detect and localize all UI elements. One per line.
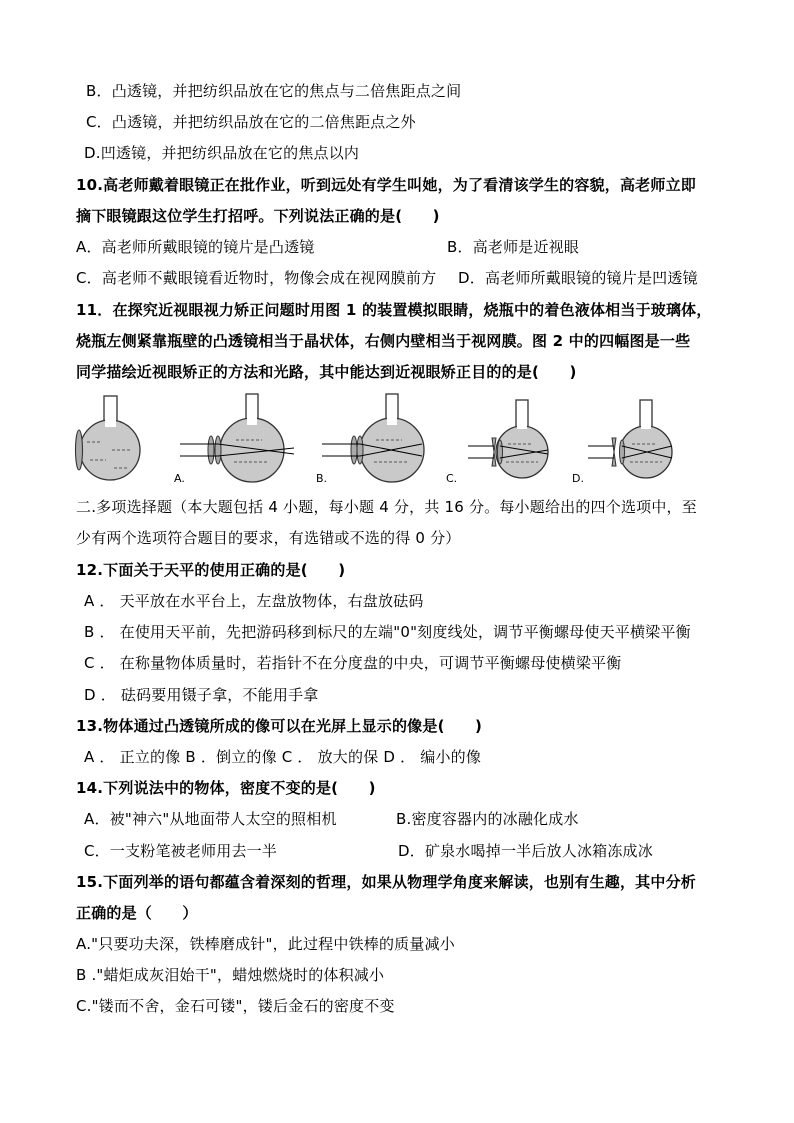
- question-11-figures: [72, 392, 732, 488]
- option-a-q12: A ． 天平放在水平台上，左盘放物体，右盘放砝码: [84, 592, 424, 610]
- figure-a: [176, 392, 306, 488]
- figure-c: [460, 392, 570, 488]
- question-13-text: 13.物体通过凸透镜所成的像可以在光屏上显示的像是( ): [76, 717, 483, 735]
- question-14-text: 14.下列说法中的物体，密度不变的是( ): [76, 779, 376, 797]
- figure-d-label: D.: [572, 472, 584, 485]
- flask-model-figure: [72, 392, 142, 488]
- figure-b-label: B.: [316, 472, 328, 485]
- option-b-q9: B．凸透镜，并把纺织品放在它的焦点与二倍焦距点之间: [86, 82, 462, 100]
- question-10-text-2: 摘下眼镜跟这位学生打招呼。下列说法正确的是( ): [76, 207, 440, 225]
- options-q13: A ． 正立的像 B ．倒立的像 C ． 放大的保 D ． 编小的像: [84, 748, 482, 766]
- question-12-text: 12.下面关于天平的使用正确的是( ): [76, 561, 346, 579]
- question-11-text: 11．在探究近视眼视力矫正问题时用图 1 的装置模拟眼睛，烧瓶中的着色液体相当于玻璃体，: [76, 301, 712, 319]
- section-2-heading: 二.多项选择题（本大题包括 4 小题，每小题 4 分，共 16 分。每小题给出的四个选项中，至: [76, 498, 697, 516]
- figure-a-label: A.: [174, 472, 185, 485]
- option-b-q14: B.密度容器内的冰融化成水: [396, 810, 579, 828]
- option-c-q9: C．凸透镜，并把纺织品放在它的二倍焦距点之外: [86, 113, 416, 131]
- option-b-q15: B ."蜡炬成灰泪始干"，蜡烛燃烧时的体积减小: [76, 966, 385, 984]
- option-d-q10: D．高老师所戴眼镜的镜片是凹透镜: [458, 269, 698, 287]
- option-d-q9: D.凹透镜，并把纺织品放在它的焦点以内: [84, 144, 360, 162]
- option-a-q15: A."只要功夫深，铁棒磨成针"，此过程中铁棒的质量减小: [76, 935, 455, 953]
- option-a-q10: A．高老师所戴眼镜的镜片是凸透镜: [76, 238, 315, 256]
- figure-c-label: C.: [446, 472, 458, 485]
- section-2-heading-2: 少有两个选项符合题目的要求，有选错或不选的得 0 分）: [76, 529, 461, 547]
- question-15-text: 15.下面列举的语句都蕴含着深刻的哲理，如果从物理学角度来解读，也别有生趣，其中分析: [76, 873, 696, 891]
- figure-b: [318, 392, 448, 488]
- option-a-q14: A．被"神六"从地面带人太空的照相机: [84, 810, 337, 828]
- option-c-q14: C．一支粉笔被老师用去一半: [84, 842, 278, 860]
- option-c-q15: C."镂而不舍，金石可镂"，镂后金石的密度不变: [76, 997, 395, 1015]
- question-15-text-2: 正确的是（ ）: [76, 904, 198, 922]
- option-c-q12: C ． 在称量物体质量时，若指针不在分度盘的中央，可调节平衡螺母使横梁平衡: [84, 654, 622, 672]
- option-b-q12: B ． 在使用天平前，先把游码移到标尺的左端"0"刻度线处，调节平衡螺母使天平横梁平衡: [84, 623, 691, 641]
- option-c-q10: C．高老师不戴眼镜看近物时，物像会成在视网膜前方: [76, 269, 437, 287]
- option-b-q10: B．高老师是近视眼: [447, 238, 580, 256]
- question-11-text-2: 烧瓶左侧紧靠瓶壁的凸透镜相当于晶状体，右侧内壁相当于视网膜。图 2 中的四幅图是一些: [76, 332, 691, 350]
- option-d-q12: D ． 砝码要用镊子拿，不能用手拿: [84, 686, 319, 704]
- question-11-text-3: 同学描绘近视眼矫正的方法和光路，其中能达到近视眼矫正目的的是( ): [76, 363, 577, 381]
- question-10-text: 10.高老师戴着眼镜正在批作业，听到远处有学生叫她，为了看清该学生的容貌，高老师立即: [76, 176, 696, 194]
- option-d-q14: D．矿泉水喝掉一半后放人冰箱冻成冰: [398, 842, 653, 860]
- figure-d: [582, 392, 692, 488]
